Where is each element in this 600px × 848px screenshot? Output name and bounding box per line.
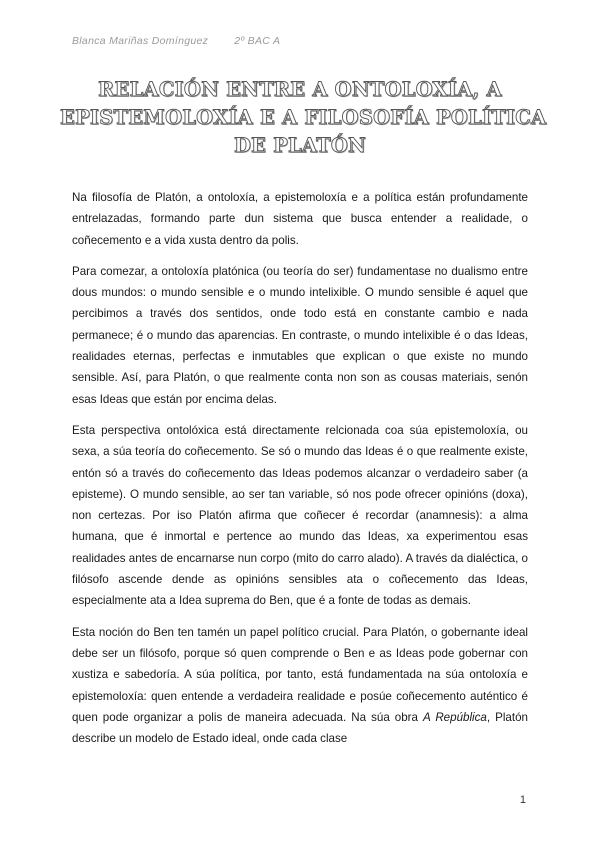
document-title (60, 76, 547, 160)
course-label: 2º BAC A (234, 35, 281, 47)
title-line: DE PLATÓN (233, 134, 367, 157)
paragraph-intro: Na filosofía de Platón, a ontoloxía, a epistemoloxía e a política están profundamente entrelazadas, formando parte dun sistema que busca entender a realidade, o coñecemento e a vida xusta dentro da polis. (72, 191, 528, 247)
paragraph-epistemology: Esta perspectiva ontolóxica está directamente relcionada coa súa epistemoloxía, ou sexa, a súa teoría do coñecemento. Se só o mundo das Ideas é o que realmente existe, entón só a través do coñecemento das Ideas podemos alcanzar o verdadeiro saber (a episteme). O mundo sensible, ao ser tan variable, só nos pode ofrecer opinións (doxa), non certezas. Por iso Platón afirma que coñecer é recordar (anamnesis): a alma humana, que é inmortal e pertence ao mundo das Ideas, xa experimentou esas realidades antes de encarnarse nun corpo (mito do carro alado). A través da dialéctica, o filósofo ascende dende as opinións sensibles ata o coñecemento das Ideas, especialmente ata a Idea suprema do Ben, que é a fonte de todas as demais. (72, 423, 528, 608)
paragraph-ontology: Para comezar, a ontoloxía platónica (ou teoría do ser) fundamentase no dualismo entre dous mundos: o mundo sensible e o mundo intelixible. O mundo sensible é aquel que percibimos a través dos sentidos, onde todo está en constante cambio e nada permanece; é o mundo das aparencias. En contraste, o mundo intelixible é o das Ideas, realidades eternas, perfectas e inmutables que explican o que existe no mundo sensible. Así, para Platón, o que realmente conta non son as cousas materiais, senón esas Ideas que están por encima delas. (72, 264, 528, 406)
author-name: Blanca Mariñas Domínguez (72, 35, 209, 47)
paragraph-politics-start: Esta noción do Ben ten tamén un papel político crucial. Para Platón, o gobernante ideal debe ser un filósofo, porque só quen comprende o Ben e as Ideas pode gobernar con xustiza e sabedoría. A súa política, por tanto, está fundamentada na súa ontoloxía e epistemoloxía: quen entende a verdadeira realidade e posúe coñecemento auténtico é quen pode organizar a polis de maneira adecuada. Na súa obra (72, 625, 528, 724)
paragraph-politics-end: , Platón describe un modelo de Estado ideal, onde cada clase (72, 710, 528, 746)
paragraph-politics (72, 622, 528, 750)
title-line: EPISTEMOLOXÍA E A FILOSOFÍA POLÍTICA (60, 106, 547, 129)
title-line: RELACIÓN ENTRE A ONTOLOXÍA, A (98, 78, 502, 101)
document-body (72, 187, 528, 759)
page-header (72, 35, 280, 47)
page-number: 1 (519, 794, 526, 806)
work-title: A República (423, 710, 487, 724)
